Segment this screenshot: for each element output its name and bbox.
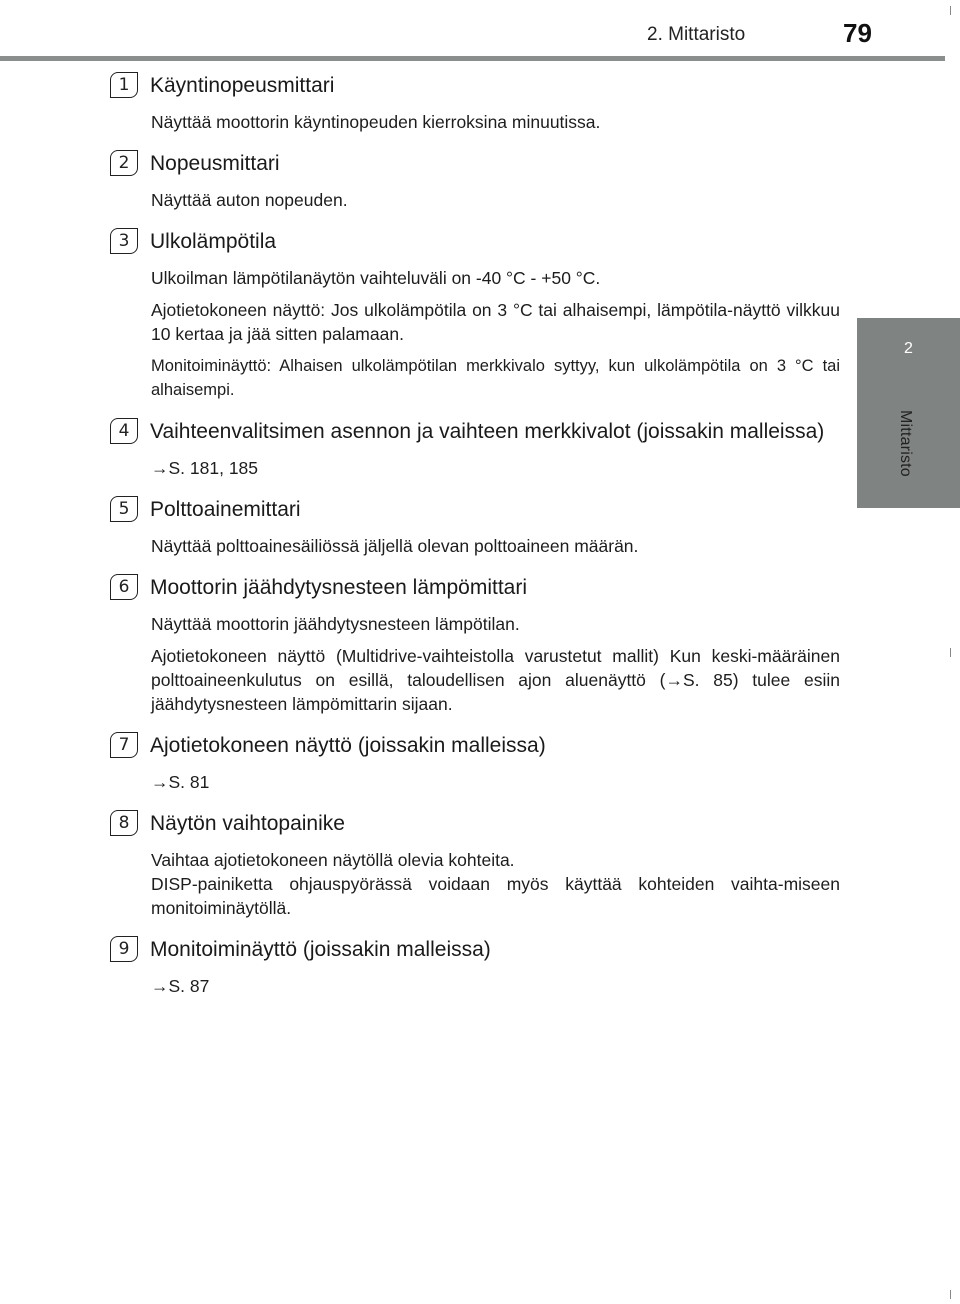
item-description: Ulkoilman lämpötilanäytön vaihteluväli on -40 °C - +50 °C. (151, 268, 601, 288)
item-heading (110, 934, 840, 966)
list-item (110, 416, 840, 480)
item-title: Moottorin jäähdytysnesteen lämpömittari (150, 576, 528, 599)
item-number-badge: 8 (110, 810, 138, 836)
item-number-badge: 6 (110, 574, 138, 600)
item-description: →S. 81 (151, 772, 210, 792)
item-list (110, 70, 840, 1006)
list-item (110, 70, 840, 134)
item-body (151, 534, 840, 558)
item-heading (110, 416, 840, 448)
chapter-title: 2. Mittaristo (647, 24, 746, 45)
list-item (110, 494, 840, 558)
item-description: Näyttää moottorin jäähdytysnesteen lämpötilan. (151, 614, 520, 634)
item-description: Ajotietokoneen näyttö: Jos ulkolämpötila on 3 °C tai alhaisempi, lämpötila-näyttö vilkkuu 10 kertaa ja jää sitten palamaan. (151, 300, 840, 344)
item-description: Näyttää moottorin käyntinopeuden kierroksina minuutissa. (151, 112, 601, 132)
item-title: Näytön vaihtopainike (150, 812, 345, 835)
item-heading (110, 148, 840, 180)
item-description: Ajotietokoneen näyttö (Multidrive-vaihteistolla varustetut mallit) Kun keski-määräinen polttoaineenkulutus on esillä, taloudellisen ajon aluenäyttö (→S. 85) tulee esiin jäähdytysnesteen lämpömittarin sijaan. (151, 646, 840, 714)
item-body (151, 188, 840, 212)
crop-mark (950, 6, 951, 15)
item-number-badge: 7 (110, 732, 138, 758)
item-heading (110, 572, 840, 604)
item-description: →S. 87 (151, 976, 210, 996)
item-heading (110, 70, 840, 102)
item-heading (110, 494, 840, 526)
item-body (151, 612, 840, 716)
item-number-badge: 2 (110, 150, 138, 176)
item-title: Monitoiminäyttö (joissakin malleissa) (150, 938, 491, 961)
chapter-tab-label: Mittaristo (897, 410, 914, 477)
item-body (151, 266, 840, 402)
item-description: Näyttää auton nopeuden. (151, 190, 348, 210)
chapter-tab-number: 2 (904, 340, 913, 357)
header-rule (0, 56, 945, 61)
list-item (110, 730, 840, 794)
item-body (151, 848, 840, 920)
item-number-badge: 1 (110, 72, 138, 98)
item-title: Käyntinopeusmittari (150, 74, 335, 97)
crop-mark (950, 648, 951, 657)
item-body (151, 456, 840, 480)
item-title: Vaihteenvalitsimen asennon ja vaihteen merkkivalot (joissakin malleissa) (150, 420, 825, 443)
item-number-badge: 5 (110, 496, 138, 522)
list-item (110, 808, 840, 920)
item-title: Polttoainemittari (150, 498, 301, 521)
list-item (110, 934, 840, 998)
list-item (110, 572, 840, 716)
item-heading (110, 730, 840, 762)
item-body (151, 974, 840, 998)
item-number-badge: 3 (110, 228, 138, 254)
item-heading (110, 226, 840, 258)
item-description: Näyttää polttoainesäiliössä jäljellä olevan polttoaineen määrän. (151, 536, 639, 556)
item-heading (110, 808, 840, 840)
item-title: Ajotietokoneen näyttö (joissakin malleissa) (150, 734, 546, 757)
item-body (151, 110, 840, 134)
list-item (110, 226, 840, 402)
item-description: Vaihtaa ajotietokoneen näytöllä olevia kohteita. DISP-painiketta ohjauspyörässä voidaan myös käyttää kohteiden vaihta-miseen monitoiminäytöllä. (151, 850, 840, 918)
page-number: 79 (843, 18, 872, 48)
item-number-badge: 4 (110, 418, 138, 444)
item-description: Monitoiminäyttö: Alhaisen ulkolämpötilan merkkivalo syttyy, kun ulkolämpötila on 3 °C tai alhaisempi. (151, 357, 840, 399)
list-item (110, 148, 840, 212)
item-title: Ulkolämpötila (150, 230, 277, 253)
crop-mark (950, 1290, 951, 1299)
item-body (151, 770, 840, 794)
item-number-badge: 9 (110, 936, 138, 962)
item-description: →S. 181, 185 (151, 458, 259, 478)
item-title: Nopeusmittari (150, 152, 280, 175)
